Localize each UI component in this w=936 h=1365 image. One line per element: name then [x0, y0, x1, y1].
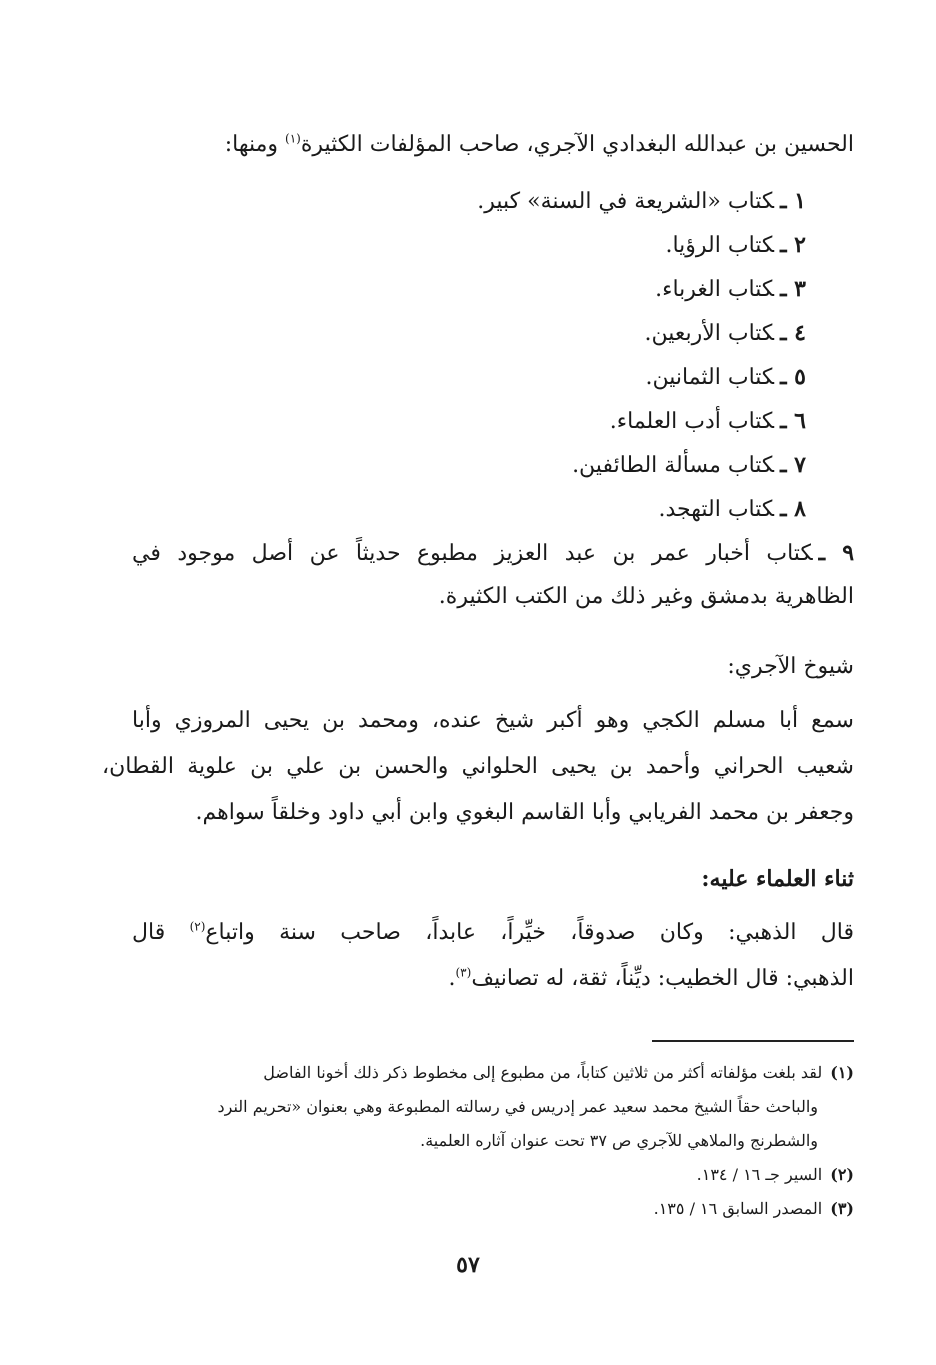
footnote-ref-1[interactable]: (١): [285, 131, 301, 146]
list-item: [132, 538, 854, 569]
praise-text: .: [448, 966, 456, 991]
list-text: كتاب أدب العلماء.: [609, 409, 775, 434]
list-item: [655, 274, 806, 305]
intro-line: [102, 130, 854, 160]
list-item: [659, 494, 806, 525]
list-number: ٥ ـ: [780, 364, 806, 390]
list-number: ٦ ـ: [780, 408, 806, 434]
list-item: [645, 362, 806, 393]
footnote: [102, 1128, 818, 1154]
praise-text: قال: [132, 920, 190, 945]
list-text: كتاب أخبار عمر بن عبد العزيز مطبوع حديثاً عن أصل موجود في: [132, 541, 813, 566]
intro-tail: ومنها:: [224, 132, 285, 157]
list-item: [572, 450, 806, 481]
list-number: ٤ ـ: [780, 320, 806, 346]
footnote-ref-2[interactable]: (٢): [189, 919, 206, 934]
list-number: ٨ ـ: [780, 496, 806, 522]
footnote-number: (٢): [830, 1165, 854, 1184]
section-heading-sheikhs: شيوخ الآجري:: [727, 654, 854, 679]
list-text: كتاب التهجد.: [658, 497, 775, 522]
paragraph-line: سمع أبا مسلم الكجي وهو أكبر شيخ عنده، ومحمد بن يحيى المروزي وأبا: [132, 708, 854, 733]
list-number: ١ ـ: [780, 188, 806, 214]
footnote-number: (١): [830, 1063, 854, 1082]
paragraph-line: شعيب الحراني وأحمد بن يحيى الحلواني والحسن بن علي بن علوية القطان،: [102, 754, 854, 779]
footnote-number: (٣): [830, 1199, 854, 1218]
footnote-text: المصدر السابق ١٦ / ١٣٥.: [653, 1199, 823, 1218]
list-text: كتاب «الشريعة في السنة» كبير.: [477, 189, 775, 214]
list-item: [610, 406, 806, 437]
footnote-text: والباحث حقاً الشيخ محمد سعيد عمر إدريس في رسالته المطبوعة وهي بعنوان «تحريم النرد: [217, 1097, 818, 1116]
footnote: [102, 1094, 818, 1120]
footnote-ref-3[interactable]: (٣): [455, 965, 472, 980]
list-number: ٩ ـ: [818, 540, 855, 566]
footnote-text: والشطرنج والملاهي للآجري ص ٣٧ تحت عنوان آثاره العلمية.: [420, 1131, 818, 1150]
intro-text: الحسين بن عبدالله البغدادي الآجري، صاحب المؤلفات الكثيرة: [300, 132, 854, 157]
list-text: كتاب الأربعين.: [644, 321, 775, 346]
footnote: [102, 1060, 854, 1086]
footnote-divider: [652, 1040, 854, 1042]
footnote: [102, 1162, 854, 1188]
paragraph-line: [102, 964, 854, 994]
list-text: كتاب الرؤيا.: [665, 233, 775, 258]
list-item: [477, 186, 806, 217]
list-item-continuation: الظاهرية بدمشق وغير ذلك من الكتب الكثيرة.: [438, 584, 854, 609]
list-number: ٢ ـ: [780, 232, 806, 258]
list-number: ٧ ـ: [780, 452, 806, 478]
paragraph-line: [132, 918, 854, 948]
list-text: كتاب الثمانين.: [645, 365, 775, 390]
list-text: كتاب الغرباء.: [655, 277, 775, 302]
footnote-text: السير جـ ١٦ / ١٣٤.: [696, 1165, 823, 1184]
list-item: [665, 230, 806, 261]
section-heading-praise: ثناء العلماء عليه:: [701, 866, 854, 892]
list-number: ٣ ـ: [780, 276, 806, 302]
footnote-text: لقد بلغت مؤلفاته أكثر من ثلاثين كتاباً، من مطبوع إلى مخطوط ذكر ذلك أخونا الفاضل: [263, 1063, 823, 1082]
list-item: [644, 318, 806, 349]
paragraph-line: وجعفر بن محمد الفريابي وأبا القاسم البغوي وابن أبي داود وخلقاً سواهم.: [195, 800, 854, 825]
praise-text: قال الذهبي: وكان صدوقاً، خيِّراً، عابداً، صاحب سنة واتباع: [205, 920, 854, 945]
list-text: كتاب مسألة الطائفين.: [572, 453, 775, 478]
page-number: ٥٧: [456, 1252, 480, 1278]
footnote: [102, 1196, 854, 1222]
praise-text: الذهبي: قال الخطيب: ديِّناً، ثقة، له تصانيف: [471, 966, 854, 991]
